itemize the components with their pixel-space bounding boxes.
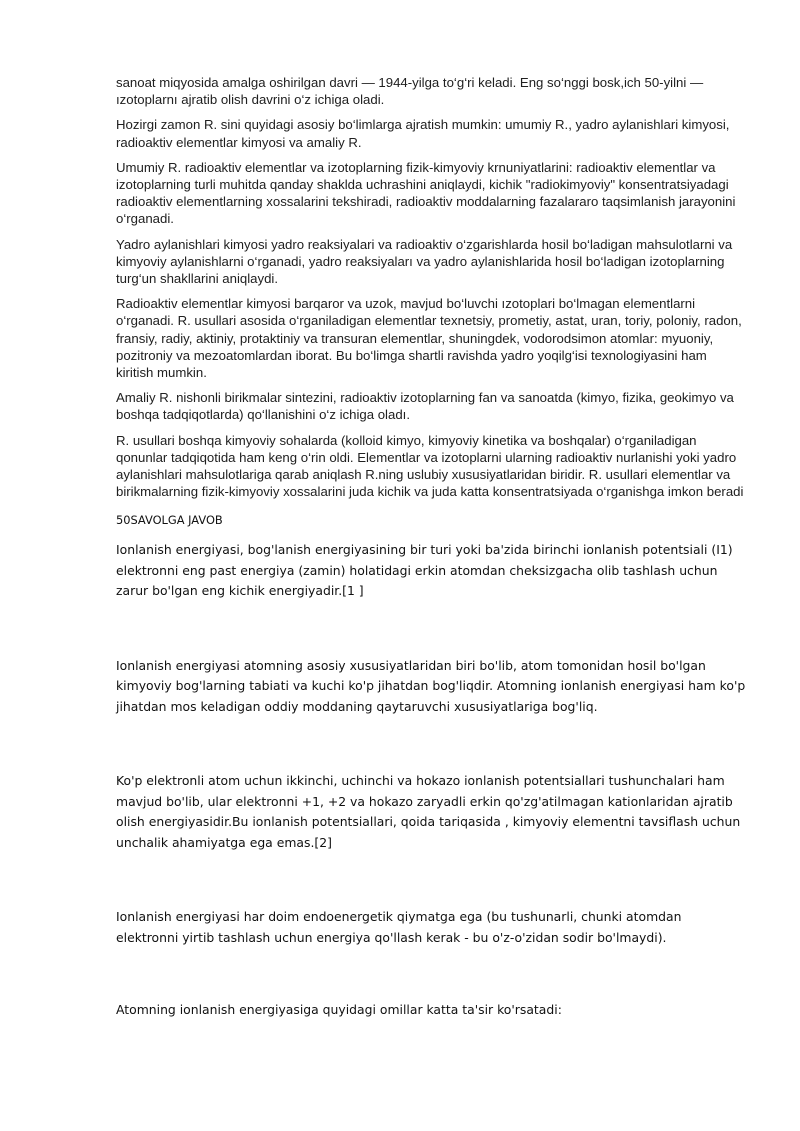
paragraph: Ionlanish energiyasi atomning asosiy xususiyatlaridan biri bo'lib, atom tomonidan hosil bo'lgan kimyoviy bog'larning tabiati va kuchi ko'p jihatdan bog'liqdir. Atomning ionlanish energiyasi ham ko'p jihatdan mos keladigan oddiy moddaning qaytaruvchi xususiyatlariga bog'liq. xyxy=(116,657,746,714)
paragraph: R. usullari boshqa kimyoviy sohalarda (kolloid kimyo, kimyoviy kinetika va boshqalar) o‘rganiladigan qonunlar tadqiqotida ham keng o‘rin oldi. Elementlar va izotoplarni ularning radioaktiv nurlanishi yoki yadro aylanishlari mahsulotlariga qarab aniqlash R.ning uslubiy xususiyatlaridan biridir. R. usullari elementlar va birikmalarning fizik-kimyoviy xossalarini juda kichik va juda katta konsentratsiyada o‘rganishga imkon beradi xyxy=(116,432,744,500)
paragraph: Ionlanish energiyasi, bog'lanish energiyasining bir turi yoki ba'zida birinchi ionlanish potentsiali (I1) elektronni eng past energiya (zamin) holatidagi erkin atomdan cheksizgacha olib tashlash uchun zarur bo'lgan eng kichik energiyadir.[1 ] xyxy=(116,542,733,599)
paragraph: Ionlanish energiyasi har doim endoenergetik qiymatga ega (bu tushunarli, chunki atomdan elektronni yirtib tashlash uchun energiya qo'llash kerak - bu o'z-o'zidan sodir bo'lmaydi). xyxy=(116,909,682,945)
document-page xyxy=(116,74,746,1021)
paragraph: Ko'p elektronli atom uchun ikkinchi, uchinchi va hokazo ionlanish potentsiallari tushunchalari ham mavjud bo'lib, ular elektronni +1, +2 va hokazo zaryadli erkin qo'zg'atilmagan kationlaridan ajratib olish energiyasidir.Bu ionlanish potentsiallari, qoida tariqasida , kimyoviy elementni tavsiflash uchun unchalik ahamiyatga ega emas.[2] xyxy=(116,773,741,850)
paragraph: Amaliy R. nishonli birikmalar sintezini, radioaktiv izotoplarning fan va sanoatda (kimyo, fizika, geokimyo va boshqa tadqiqotlarda) qo‘llanishini o‘z ichiga oladı. xyxy=(116,390,734,423)
paragraph: Umumiy R. radioaktiv elementlar va izotoplarning fizik-kimyoviy krnuniyatlarini: radioaktiv elementlar va izotoplarning turli muhitda qanday shaklda uchrashini aniqlaydi, kichik "radiokimyoviy" konsentratsiyadagi radioaktiv elementlarning xossalarini tekshiradi, radioaktiv moddalarning fazalararo taqsimlanish jarayonini o‘rganadi. xyxy=(116,159,736,227)
paragraph: Yadro aylanishlari kimyosi yadro reaksiyalari va radioaktiv o‘zgarishlarda hosil bo‘ladigan mahsulotlarni va kimyoviy aylanishlarni o‘rganadi, yadro reaksiyaları va yadro aylanishlarida hosil bo‘ladigan izotoplarning turg‘un shakllarini aniqlaydi. xyxy=(116,236,733,287)
paragraph: sanoat miqyosida amalga oshirilgan davri — 1944-yilga to‘g‘ri keladi. Eng so‘nggi bosk,ich 50-yilni — ızotoplarnı ajratib olish davrini o‘z ichiga oladi. xyxy=(116,75,704,108)
section-radiochemistry xyxy=(116,74,746,500)
paragraph: Atomning ionlanish energiyasiga quyidagi omillar katta ta'sir ko'rsatadi: xyxy=(116,1002,562,1018)
section-heading: 50SAVOLGA JAVOB xyxy=(116,513,223,528)
paragraph: Hozirgi zamon R. sini quyidagi asosiy bo‘limlarga ajratish mumkin: umumiy R., yadro aylanishlari kimyosi, radioaktiv elementlar kimyosi va amaliy R. xyxy=(116,117,730,150)
paragraph: Radioaktiv elementlar kimyosi barqaror va uzok, mavjud bo‘luvchi ızotoplari bo‘lmagan elementlarni o‘rganadi. R. usullari asosida o‘rganiladigan elementlar texnetsiy, prometiy, astat, uran, toriy, poloniy, radon, fransiy, radiy, aktiniy, protaktiniy va transuran elementlar, shuningdek, vodorodsimon atomlar: myuoniy, pozitroniy va mezoatomlardan iborat. Bu bo‘limga shartli ravishda yadro yoqilg‘isi texnologiyasini ham kiritish mumkin. xyxy=(116,296,742,381)
section-ionization-energy xyxy=(116,540,746,1021)
